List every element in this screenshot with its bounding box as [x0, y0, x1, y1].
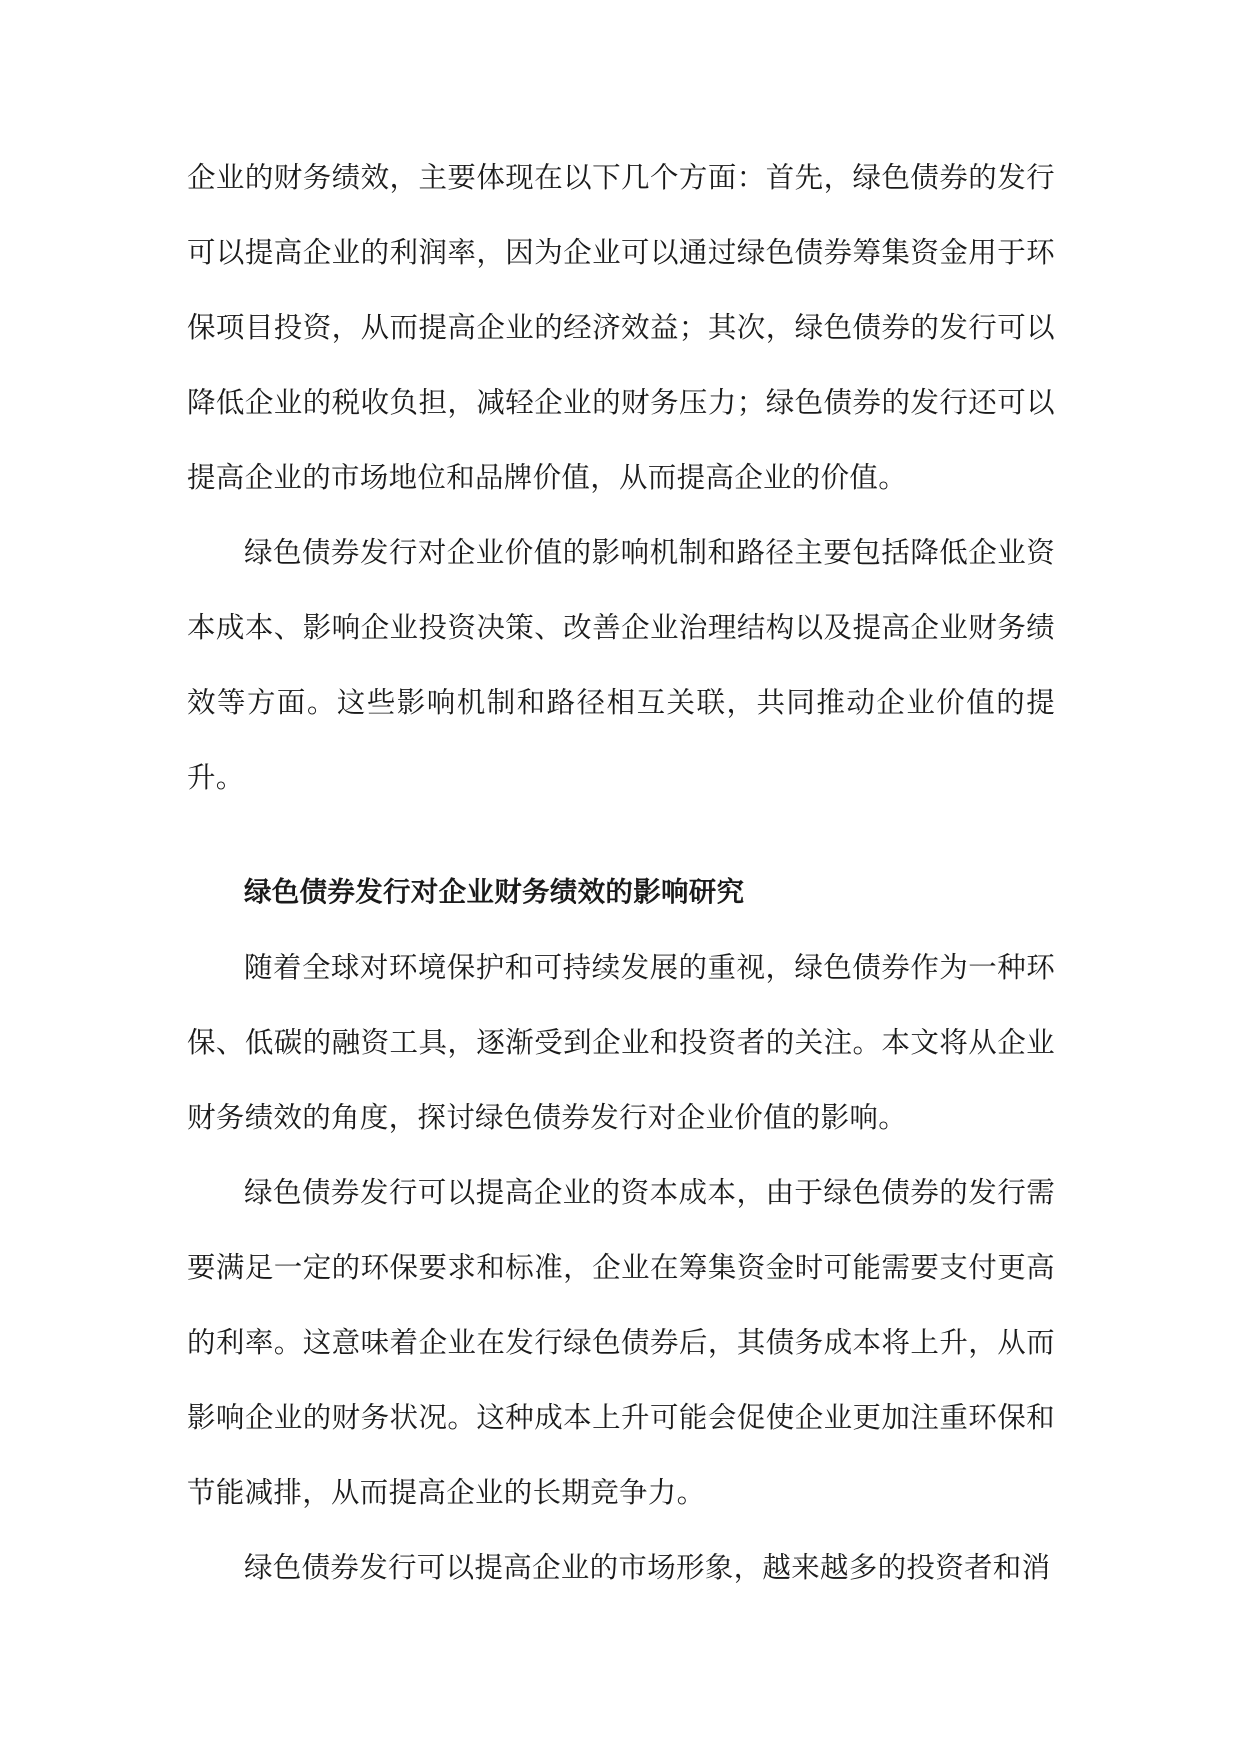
paragraph-intro: 随着全球对环境保护和可持续发展的重视，绿色债券作为一种环保、低碳的融资工具，逐渐受到企业和投资者的关注。本文将从企业财务绩效的角度，探讨绿色债券发行对企业价值的影响。: [187, 951, 1055, 1134]
paragraph-capital-cost: 绿色债券发行可以提高企业的资本成本，由于绿色债券的发行需要满足一定的环保要求和标准，企业在筹集资金时可能需要支付更高的利率。这意味着企业在发行绿色债券后，其债务成本将上升，从而影响企业的财务状况。这种成本上升可能会促使企业更加注重环保和节能减排，从而提高企业的长期竞争力。: [187, 1176, 1055, 1509]
document-body: [187, 140, 1055, 1605]
section-gap: [187, 815, 1055, 855]
section-heading: 绿色债券发行对企业财务绩效的影响研究: [244, 876, 745, 908]
paragraph-financial-performance: 企业的财务绩效，主要体现在以下几个方面：首先，绿色债券的发行可以提高企业的利润率，因为企业可以通过绿色债券筹集资金用于环保项目投资，从而提高企业的经济效益；其次，绿色债券的发行可以降低企业的税收负担，减轻企业的财务压力；绿色债券的发行还可以提高企业的市场地位和品牌价值，从而提高企业的价值。: [187, 161, 1055, 494]
paragraph-market-image: 绿色债券发行可以提高企业的市场形象，越来越多的投资者和消: [244, 1551, 1051, 1584]
paragraph-mechanism-summary: 绿色债券发行对企业价值的影响机制和路径主要包括降低企业资本成本、影响企业投资决策、改善企业治理结构以及提高企业财务绩效等方面。这些影响机制和路径相互关联，共同推动企业价值的提升。: [187, 536, 1055, 794]
